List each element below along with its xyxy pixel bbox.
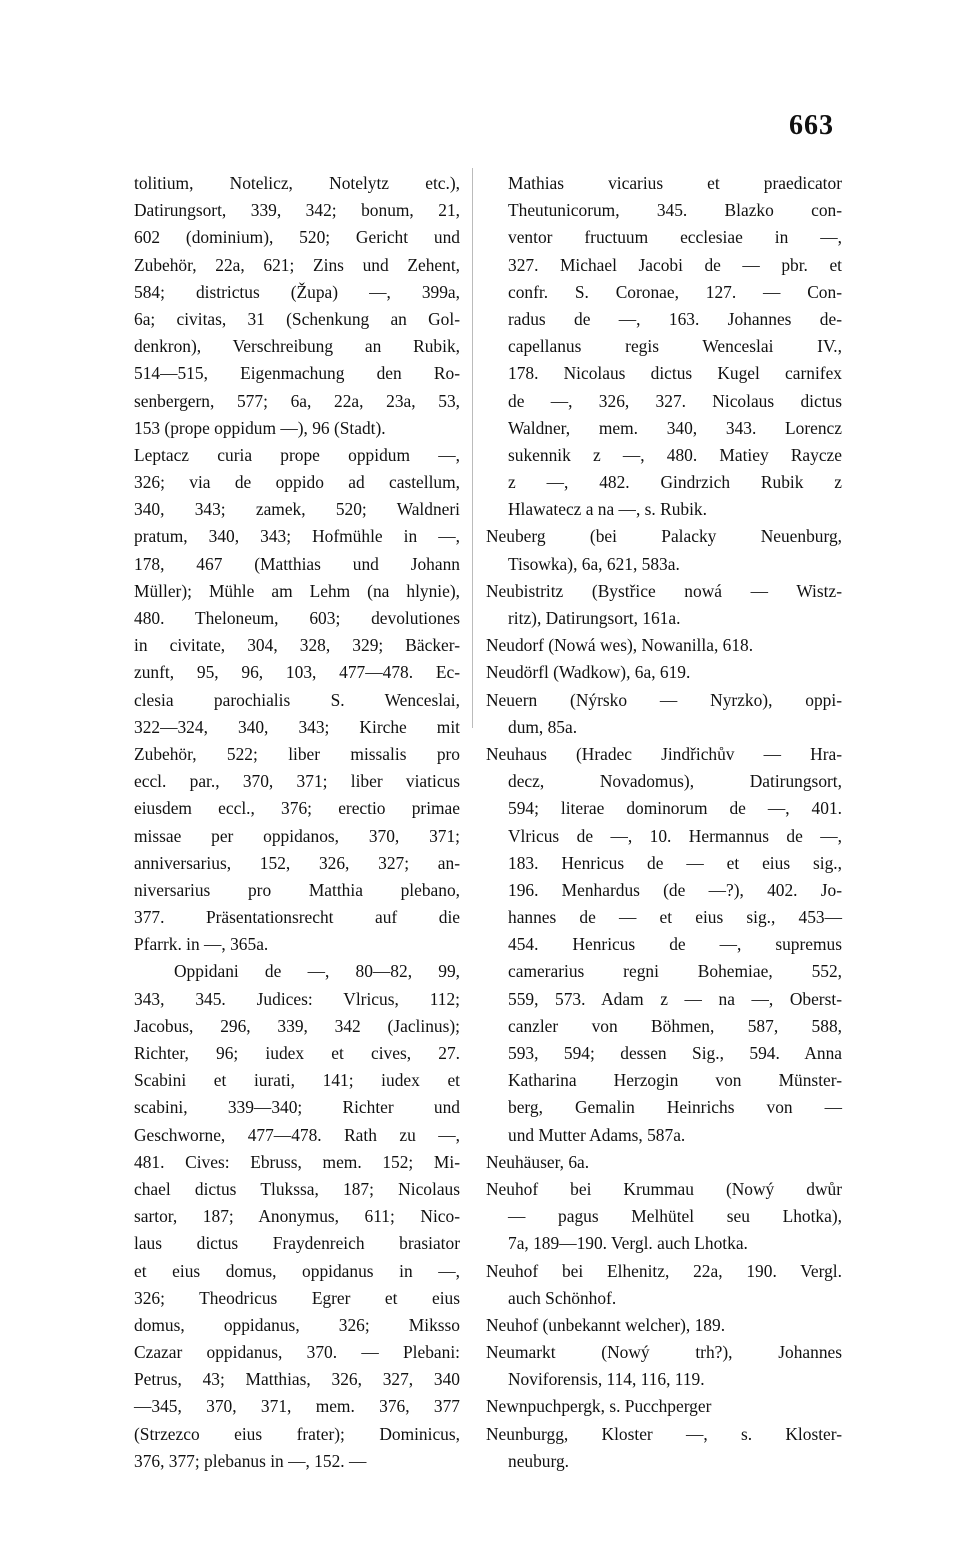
index-line: Neuhof bei Elhenitz, 22a, 190. Vergl. [486, 1260, 842, 1281]
index-line: (Strzezco eius frater); Dominicus, [134, 1423, 460, 1444]
index-line: canzler von Böhmen, 587, 588, [508, 1015, 842, 1036]
index-line: Neudörfl (Wadkow), 6a, 619. [486, 662, 691, 683]
index-line: sukennik z —, 480. Matiey Raycze [508, 444, 842, 465]
index-line: Neuhaus (Hradec Jindřichův — Hra- [486, 743, 842, 764]
index-line: Neumarkt (Nowý trh?), Johannes [486, 1342, 842, 1363]
index-line: niversarius pro Matthia plebano, [134, 879, 460, 900]
index-line: radus de —, 163. Johannes de- [508, 308, 842, 329]
index-column-left [134, 170, 460, 1475]
index-line: denkron), Verschreibung an Rubik, [134, 336, 460, 357]
index-line: 584; districtus (Župa) —, 399a, [134, 281, 460, 302]
index-line: Neunburgg, Kloster —, s. Kloster- [486, 1423, 842, 1444]
index-line: 178, 467 (Matthias und Johann [134, 553, 460, 574]
index-line: 326; via de oppido ad castellum, [134, 472, 460, 493]
index-line: zunft, 95, 96, 103, 477—478. Ec- [134, 662, 460, 683]
index-line: 153 (prope oppidum —), 96 (Stadt). [134, 417, 386, 438]
index-line: 480. Theloneum, 603; devolutiones [134, 608, 460, 628]
index-line: 326; Theodricus Egrer et eius [134, 1287, 460, 1308]
index-line: dum, 85a. [508, 716, 578, 737]
index-line: decz, Novadomus), Datirungsort, [508, 771, 842, 792]
index-line: Czazar oppidanus, 370. — Plebani: [134, 1342, 460, 1363]
index-line: Zubehör, 22a, 621; Zins und Zehent, [134, 254, 460, 275]
index-line: berg, Gemalin Heinrichs von — [508, 1097, 842, 1118]
index-line: 559, 573. Adam z — na —, Oberst- [508, 988, 842, 1009]
index-line: Geschworne, 477—478. Rath zu —, [134, 1124, 460, 1145]
index-line: Zubehör, 522; liber missalis pro [134, 743, 460, 764]
index-line: Theutunicorum, 345. Blazko con- [508, 200, 842, 221]
index-line: — pagus Melhütel seu Lhotka), [508, 1206, 842, 1227]
index-line: domus, oppidanus, 326; Miksso [134, 1314, 460, 1335]
index-line: camerarius regni Bohemiae, 552, [508, 961, 842, 982]
index-line: 376, 377; plebanus in —, 152. — [134, 1450, 367, 1471]
index-line: Petrus, 43; Matthias, 326, 327, 340 [134, 1369, 460, 1390]
index-line: 322—324, 340, 343; Kirche mit [134, 716, 460, 737]
index-line: 6a; civitas, 31 (Schenkung an Gol- [134, 308, 460, 329]
index-line: Newnpuchpergk, s. Pucchperger [486, 1396, 712, 1417]
index-line: Hlawatecz a na —, s. Rubik. [508, 499, 707, 520]
index-line: Neubistritz (Bystřice nowá — Wistz- [486, 580, 842, 601]
index-line: 602 (dominium), 520; Gericht und [134, 227, 460, 248]
index-line: Datirungsort, 339, 342; bonum, 21, [134, 200, 460, 221]
index-line: Vlricus de —, 10. Hermannus de —, [508, 825, 842, 846]
index-line: clesia parochialis S. Wenceslai, [134, 689, 460, 710]
index-line: tolitium, Notelicz, Notelytz etc.), [134, 173, 460, 193]
index-line: 593, 594; dessen Sig., 594. Anna [508, 1043, 842, 1063]
index-column-right [486, 170, 842, 1475]
index-line: Richter, 96; iudex et cives, 27. [134, 1043, 460, 1063]
index-line: 7a, 189—190. Vergl. auch Lhotka. [508, 1233, 748, 1254]
index-line: anniversarius, 152, 326, 327; an- [134, 852, 460, 873]
index-line: 327. Michael Jacobi de — pbr. et [508, 254, 842, 275]
index-line: in civitate, 304, 328, 329; Bäcker- [134, 635, 460, 656]
index-line: Neuern (Nýrsko — Nyrzko), oppi- [486, 689, 842, 710]
index-line: 454. Henricus de —, supremus [508, 934, 842, 955]
index-line: chael dictus Tlukssa, 187; Nicolaus [134, 1178, 460, 1199]
index-line: Oppidani de —, 80—82, 99, [174, 961, 460, 982]
index-line: missae per oppidanos, 370, 371; [134, 825, 460, 846]
index-line: et eius domus, oppidanus in —, [134, 1260, 460, 1281]
index-line: Neuhof bei Krummau (Nowý dwůr [486, 1178, 842, 1199]
index-line: auch Schönhof. [508, 1287, 617, 1308]
index-line: Müller); Mühle am Lehm (na hlynie), [134, 580, 460, 601]
index-line: 514—515, Eigenmachung den Ro- [134, 363, 460, 384]
index-line: Neuhof (unbekannt welcher), 189. [486, 1314, 726, 1335]
index-line: 340, 343; zamek, 520; Waldneri [134, 499, 460, 520]
index-line: senbergern, 577; 6a, 22a, 23a, 53, [134, 390, 460, 411]
index-line: Neuberg (bei Palacky Neuenburg, [486, 526, 842, 547]
index-line: Katharina Herzogin von Münster- [508, 1070, 842, 1091]
index-line: Leptacz curia prope oppidum —, [134, 444, 460, 465]
index-line: 481. Cives: Ebruss, mem. 152; Mi- [134, 1151, 460, 1172]
index-line: Jacobus, 296, 339, 342 (Jaclinus); [134, 1015, 460, 1036]
column-divider [472, 168, 473, 728]
index-line: confr. S. Coronae, 127. — Con- [508, 281, 842, 302]
index-line: und Mutter Adams, 587a. [508, 1124, 686, 1145]
index-line: ventor fructuum ecclesiae in —, [508, 227, 842, 248]
index-line: 183. Henricus de — et eius sig., [508, 852, 842, 873]
index-line: sartor, 187; Anonymus, 611; Nico- [134, 1206, 460, 1227]
index-line: eiusdem eccl., 376; erectio primae [134, 798, 460, 819]
index-line: laus dictus Fraydenreich brasiator [134, 1233, 460, 1254]
index-line: capellanus regis Wenceslai IV., [508, 336, 842, 357]
index-line: 594; literae dominorum de —, 401. [508, 798, 842, 819]
index-line: neuburg. [508, 1450, 570, 1471]
index-line: scabini, 339—340; Richter und [134, 1097, 460, 1118]
index-line: z —, 482. Gindrzich Rubik z [508, 472, 842, 493]
index-line: 196. Menhardus (de —?), 402. Jo- [508, 879, 842, 900]
index-line: —345, 370, 371, mem. 376, 377 [134, 1396, 460, 1417]
index-line: Tisowka), 6a, 621, 583a. [508, 553, 680, 574]
index-line: Neudorf (Nowá wes), Nowanilla, 618. [486, 635, 754, 656]
index-line: Waldner, mem. 340, 343. Lorencz [508, 417, 842, 438]
index-line: ritz), Datirungsort, 161a. [508, 608, 681, 628]
index-line: pratum, 340, 343; Hofmühle in —, [134, 526, 460, 547]
page-number: 663 [789, 110, 834, 141]
index-line: de —, 326, 327. Nicolaus dictus [508, 390, 842, 411]
index-line: 178. Nicolaus dictus Kugel carnifex [508, 363, 842, 384]
index-line: Mathias vicarius et praedicator [508, 173, 842, 193]
index-line: Noviforensis, 114, 116, 119. [508, 1369, 705, 1390]
index-line: hannes de — et eius sig., 453— [508, 907, 842, 928]
index-line: eccl. par., 370, 371; liber viaticus [134, 771, 460, 792]
index-line: Pfarrk. in —, 365a. [134, 934, 269, 955]
index-line: Neuhäuser, 6a. [486, 1151, 590, 1172]
index-line: Scabini et iurati, 141; iudex et [134, 1070, 460, 1091]
index-line: 377. Präsentationsrecht auf die [134, 907, 460, 928]
index-line: 343, 345. Judices: Vlricus, 112; [134, 988, 460, 1009]
